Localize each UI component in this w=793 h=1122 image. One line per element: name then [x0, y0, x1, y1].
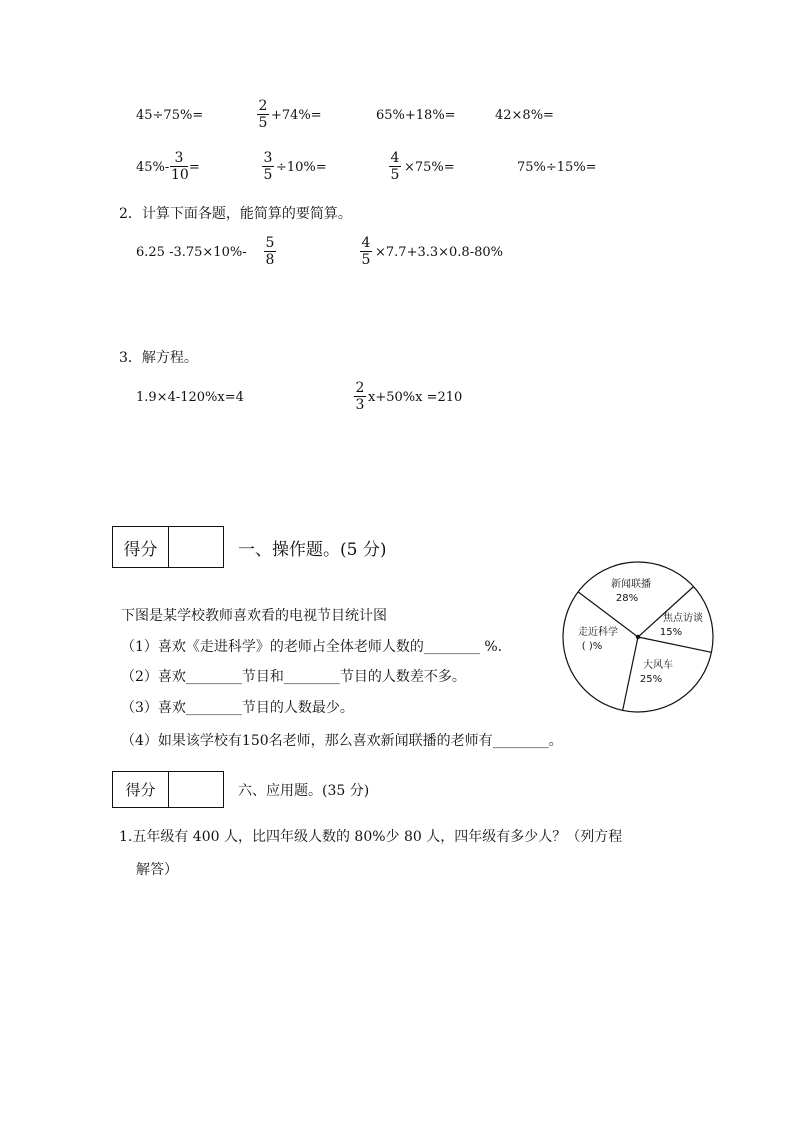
slice-value-focus: 15% — [659, 627, 683, 638]
q3-title: 3．解方程。 — [119, 350, 198, 366]
slice-label-focus: 焦点访谈 — [663, 613, 703, 624]
slice-value-science: ( )% — [581, 641, 603, 652]
expr-75pct-div-15pct: 75%÷15%= — [517, 160, 597, 175]
fraction-3-5: 3 5 — [263, 150, 273, 183]
ops-item-4: （4）如果该学校有150名老师，那么喜欢新闻联播的老师有________。 — [121, 733, 563, 749]
pie-center-dot — [636, 635, 640, 639]
q3-equation1: 1.9×4-120%x=4 — [136, 390, 244, 405]
expr-times-75pct: ×75%= — [404, 160, 455, 175]
expr-equals: = — [189, 160, 200, 175]
q2-expr1: 6.25 -3.75×10%- — [136, 245, 247, 260]
slice-label-news: 新闻联播 — [611, 579, 651, 590]
ops-item-2: （2）喜欢________节目和________节目的人数差不多。 — [121, 669, 466, 685]
slice-label-windmill: 大风车 — [643, 660, 673, 671]
tv-program-pie-chart — [561, 560, 715, 714]
ops-item-3: （3）喜欢________节目的人数最少。 — [121, 700, 354, 716]
score-label: 得分 — [113, 527, 169, 567]
ops-intro: 下图是某学校教师喜欢看的电视节目统计图 — [121, 608, 387, 624]
slice-value-windmill: 25% — [639, 674, 663, 685]
expr-45-div-75pct: 45÷75%= — [136, 108, 204, 123]
section-app-title: 六、应用题。(35 分) — [238, 783, 370, 799]
app-q1-line2: 解答） — [136, 862, 178, 878]
q2-title: 2．计算下面各题，能简算的要简算。 — [119, 206, 352, 222]
expr-plus-74pct: +74%= — [271, 108, 322, 123]
expr-div-10pct: ÷10%= — [276, 160, 327, 175]
score-box-ops — [112, 526, 224, 568]
app-q1-line1: 1.五年级有 400 人，比四年级人数的 80%少 80 人，四年级有多少人？（列方程 — [119, 829, 623, 845]
fraction-4-5-q2: 4 5 — [361, 235, 371, 268]
slice-label-science: 走近科学 — [578, 627, 618, 638]
fraction-3-10: 3 10 — [171, 150, 189, 183]
expr-65pct-plus-18pct: 65%+18%= — [376, 108, 456, 123]
score-box-app — [112, 771, 224, 808]
q3-equation2: x+50%x =210 — [368, 390, 463, 405]
expr-42-times-8pct: 42×8%= — [495, 108, 554, 123]
slice-value-news: 28% — [615, 593, 639, 604]
fraction-4-5: 4 5 — [390, 150, 400, 183]
section-ops-title: 一、操作题。(5 分) — [238, 540, 387, 560]
score-label-app: 得分 — [113, 772, 169, 807]
fraction-2-3: 2 3 — [355, 380, 365, 413]
score-blank-app[interactable] — [169, 772, 223, 807]
fraction-2-5: 2 5 — [258, 98, 268, 131]
expr-45pct-minus: 45%- — [136, 160, 170, 175]
q2-expr2: ×7.7+3.3×0.8-80% — [375, 245, 503, 260]
ops-item-1: （1）喜欢《走进科学》的老师占全体老师人数的________ %. — [121, 639, 503, 655]
fraction-5-8: 5 8 — [265, 235, 275, 268]
score-blank[interactable] — [169, 527, 223, 567]
